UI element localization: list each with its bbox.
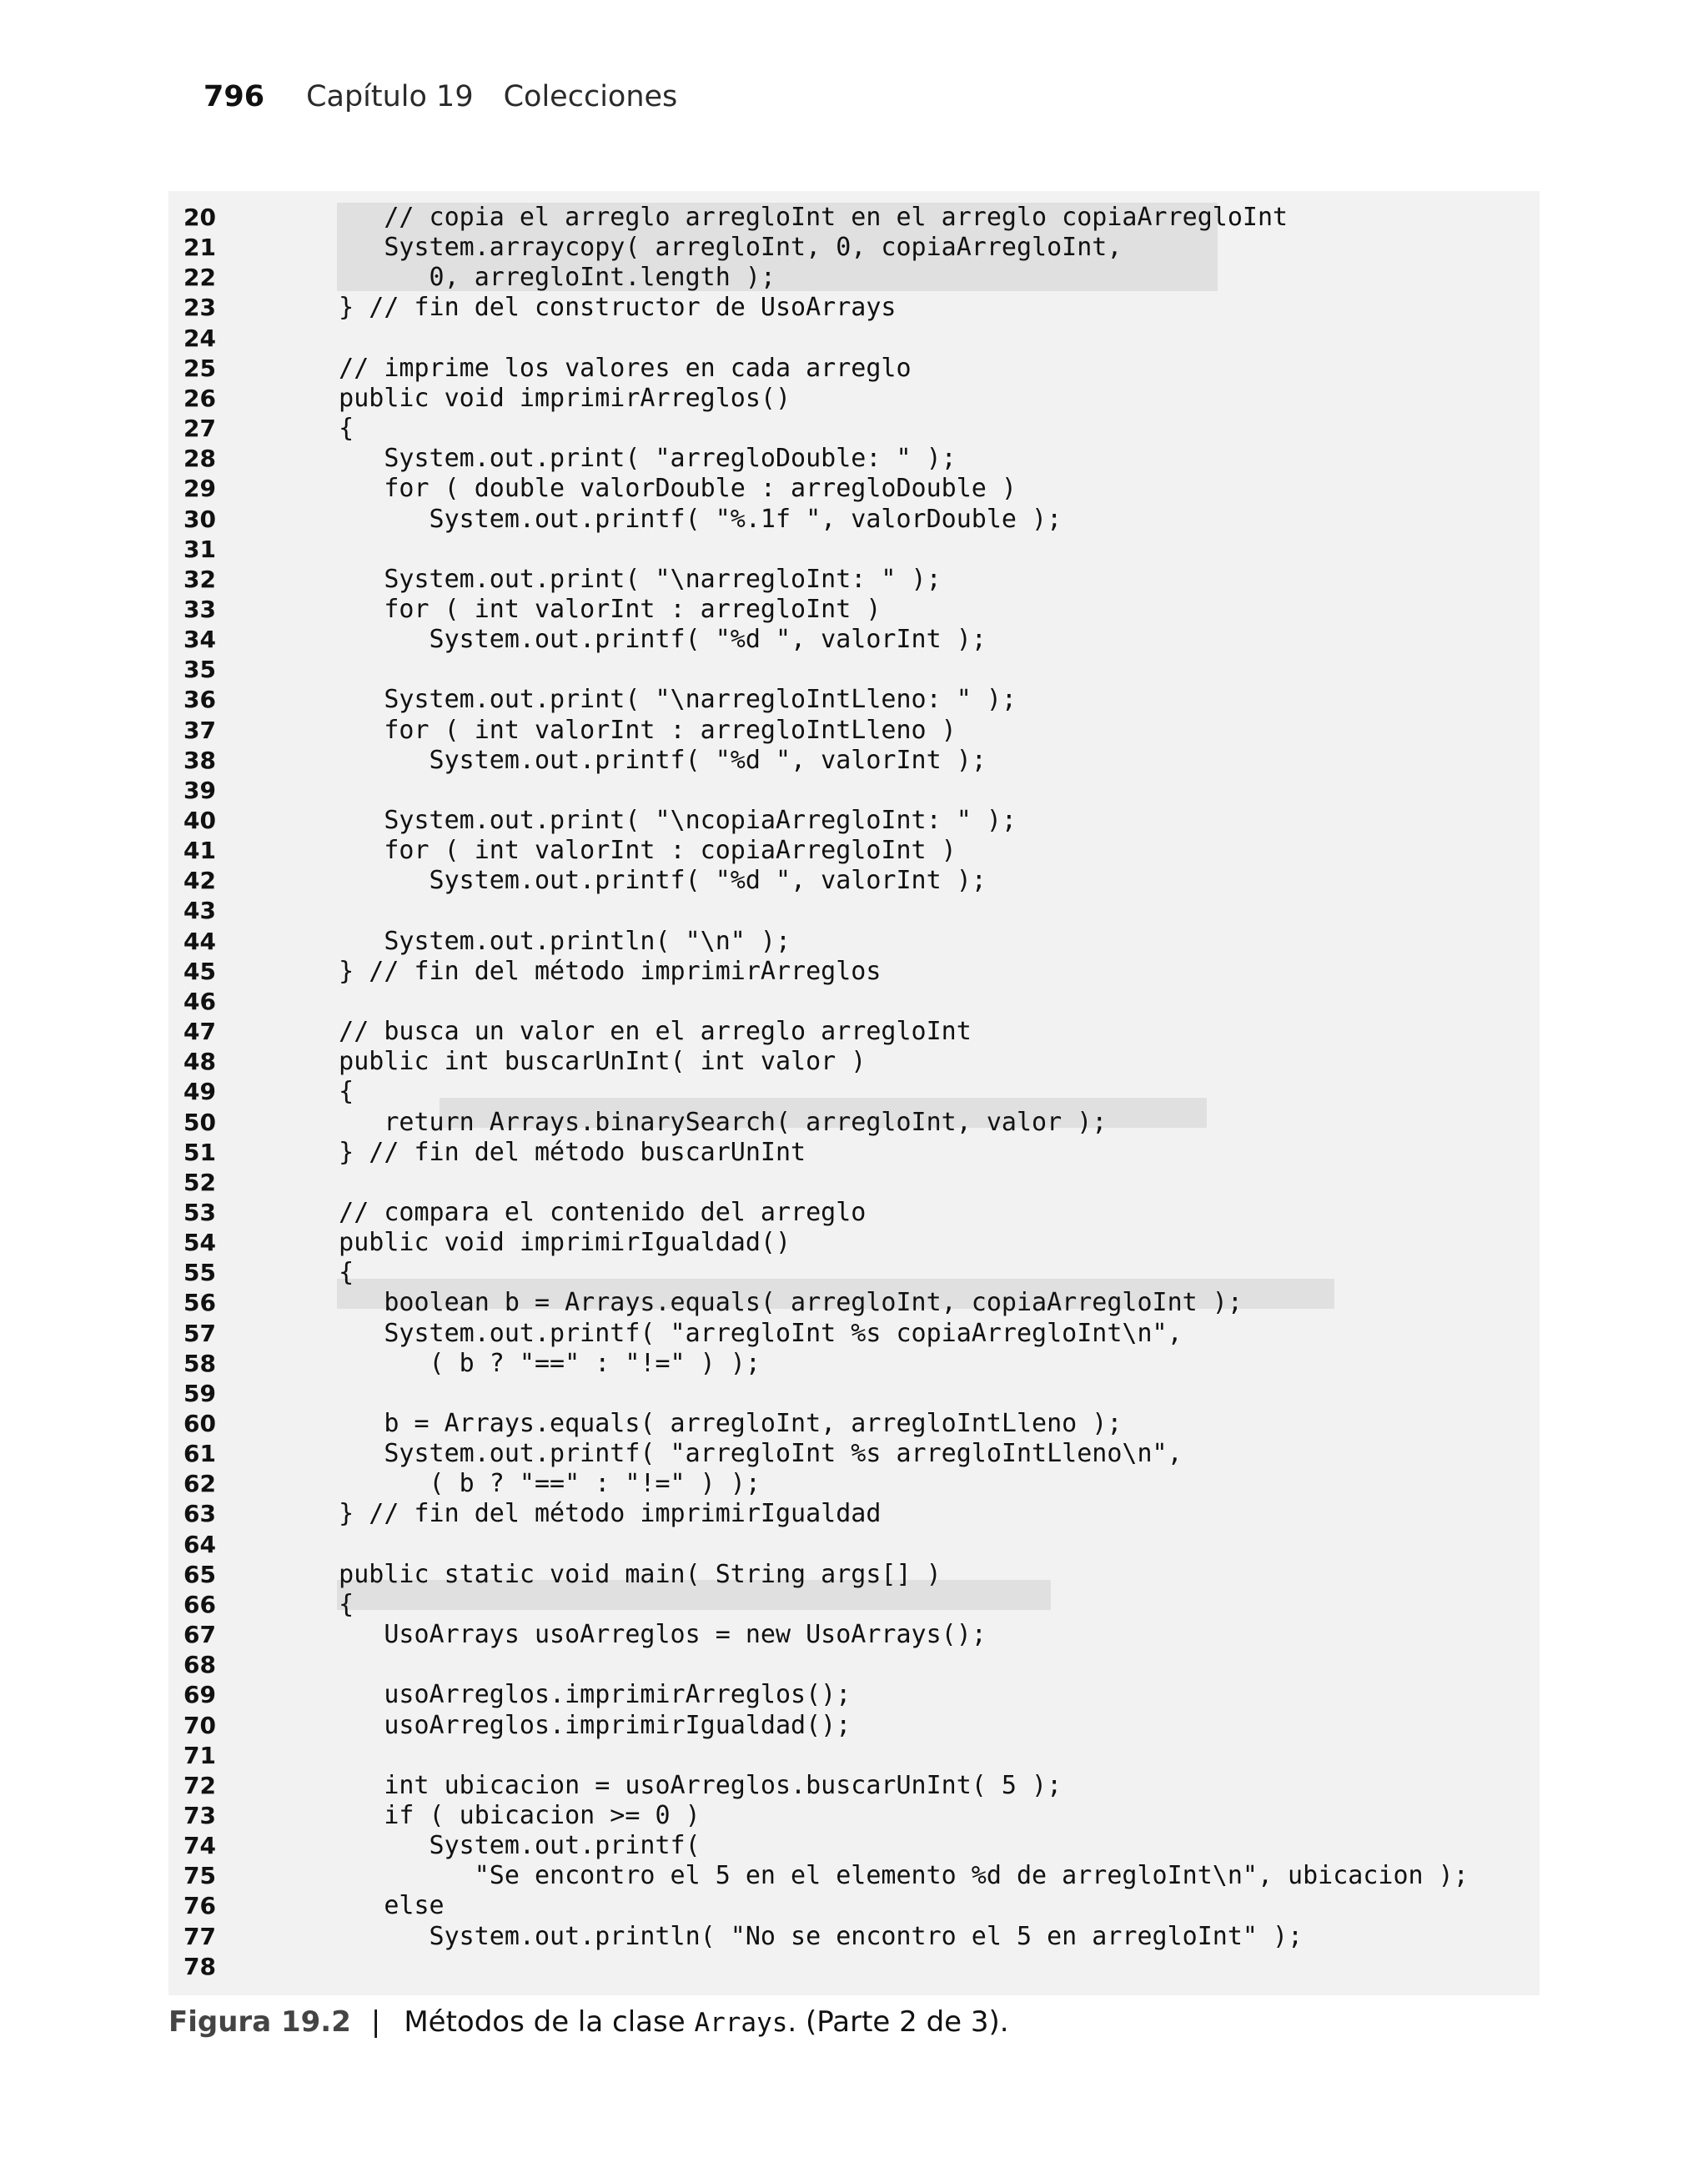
line-number: 46: [183, 987, 216, 1015]
code-line: [168, 1952, 1540, 1982]
line-number: 33: [183, 595, 216, 623]
code-text: int ubicacion = usoArreglos.buscarUnInt( 5 );: [294, 1770, 1062, 1800]
line-number: 58: [183, 1349, 216, 1377]
figure-caption: [168, 2005, 1009, 2039]
code-text: boolean b = Arrays.equals( arregloInt, copiaArregloInt );: [294, 1288, 1243, 1318]
line-number: 45: [183, 957, 216, 985]
line-number: 66: [183, 1590, 216, 1618]
code-text: "Se encontro el 5 en el elemento %d de arregloInt\n", ubicacion );: [294, 1861, 1469, 1891]
code-listing: [168, 191, 1540, 1995]
code-line: [168, 324, 1540, 354]
code-text: public static void main( String args[] ): [294, 1559, 942, 1589]
line-number: 67: [183, 1621, 216, 1649]
line-number: 59: [183, 1379, 216, 1407]
caption-text-after: . (Parte 2 de 3).: [787, 2005, 1009, 2039]
line-number: 20: [183, 204, 216, 231]
code-line: [168, 896, 1540, 926]
code-line: [168, 535, 1540, 565]
code-text: UsoArrays usoArreglos = new UsoArrays();: [294, 1620, 987, 1650]
code-line: [168, 987, 1540, 1017]
line-number: 42: [183, 867, 216, 895]
line-number: 40: [183, 807, 216, 834]
code-text: System.out.printf( "arregloInt %s copiaArregloInt\n",: [294, 1318, 1183, 1348]
code-line: [168, 746, 1540, 776]
code-line: [168, 1831, 1540, 1861]
code-text: else: [294, 1891, 445, 1921]
code-text: System.out.printf(: [294, 1831, 701, 1861]
code-line: [168, 776, 1540, 806]
caption-separator: |: [370, 2005, 381, 2039]
code-text: // busca un valor en el arreglo arregloInt: [294, 1017, 972, 1047]
code-text: if ( ubicacion >= 0 ): [294, 1800, 701, 1830]
code-line: [168, 203, 1540, 233]
code-line: [168, 1017, 1540, 1047]
line-number: 55: [183, 1259, 216, 1287]
code-text: usoArreglos.imprimirArreglos();: [294, 1680, 851, 1710]
code-line: [168, 1891, 1540, 1921]
line-number: 37: [183, 716, 216, 744]
code-text: System.out.printf( "%.1f ", valorDouble );: [294, 504, 1062, 534]
code-line: [168, 384, 1540, 414]
line-number: 35: [183, 656, 216, 684]
code-text: 0, arregloInt.length );: [294, 263, 776, 293]
line-number: 28: [183, 445, 216, 473]
line-number: 70: [183, 1711, 216, 1739]
code-line: [168, 716, 1540, 746]
code-line: [168, 1801, 1540, 1831]
code-text: System.arraycopy( arregloInt, 0, copiaArregloInt,: [294, 233, 1123, 263]
code-text: usoArreglos.imprimirIgualdad();: [294, 1710, 851, 1740]
line-number: 26: [183, 384, 216, 412]
code-text: for ( int valorInt : copiaArregloInt ): [294, 836, 957, 866]
code-line: [168, 1258, 1540, 1288]
code-line: [168, 354, 1540, 384]
line-number: 32: [183, 565, 216, 593]
code-text: public int buscarUnInt( int valor ): [294, 1047, 867, 1077]
code-text: {: [294, 1589, 354, 1619]
code-line: [168, 1530, 1540, 1560]
line-number: 53: [183, 1198, 216, 1226]
line-number: 68: [183, 1651, 216, 1679]
code-line: [168, 1198, 1540, 1228]
code-line: [168, 655, 1540, 685]
code-text: {: [294, 414, 354, 444]
code-line: [168, 1379, 1540, 1409]
line-number: 78: [183, 1952, 216, 1980]
line-number: 48: [183, 1048, 216, 1076]
code-line: [168, 1620, 1540, 1650]
line-number: 77: [183, 1922, 216, 1950]
line-number: 62: [183, 1470, 216, 1498]
line-number: 72: [183, 1771, 216, 1799]
code-text: System.out.println( "No se encontro el 5 en arregloInt" );: [294, 1921, 1304, 1951]
code-line: [168, 866, 1540, 896]
line-number: 56: [183, 1289, 216, 1317]
code-text: } // fin del método buscarUnInt: [294, 1137, 806, 1167]
code-line: [168, 1590, 1540, 1620]
line-number: 75: [183, 1862, 216, 1890]
line-number: 38: [183, 746, 216, 774]
line-number: 41: [183, 837, 216, 865]
code-text: // imprime los valores en cada arreglo: [294, 353, 912, 383]
line-number: 52: [183, 1168, 216, 1196]
line-number: 34: [183, 626, 216, 654]
line-number: 65: [183, 1560, 216, 1588]
line-number: 76: [183, 1892, 216, 1920]
code-line: [168, 474, 1540, 504]
code-line: [168, 1108, 1540, 1138]
code-text: System.out.print( "\narregloIntLleno: " );: [294, 685, 1017, 715]
code-text: return Arrays.binarySearch( arregloInt, valor );: [294, 1107, 1108, 1137]
code-text: } // fin del método imprimirIgualdad: [294, 1499, 882, 1529]
code-line: [168, 1771, 1540, 1801]
code-text: public void imprimirArreglos(): [294, 383, 791, 413]
line-number: 54: [183, 1229, 216, 1257]
code-line: [168, 414, 1540, 444]
code-line: [168, 1047, 1540, 1077]
code-line: [168, 1861, 1540, 1891]
code-text: } // fin del método imprimirArreglos: [294, 956, 882, 986]
code-line: [168, 1349, 1540, 1379]
line-number: 47: [183, 1018, 216, 1046]
code-line: [168, 1741, 1540, 1771]
line-number: 29: [183, 475, 216, 503]
caption-class-name: Arrays: [694, 2008, 788, 2038]
code-line: [168, 233, 1540, 263]
code-line: [168, 957, 1540, 987]
line-number: 51: [183, 1138, 216, 1166]
code-text: System.out.printf( "%d ", valorInt );: [294, 866, 987, 896]
code-line: [168, 836, 1540, 866]
line-number: 64: [183, 1530, 216, 1558]
code-text: System.out.print( "\narregloInt: " );: [294, 564, 942, 594]
code-text: b = Arrays.equals( arregloInt, arregloIntLleno );: [294, 1409, 1123, 1438]
code-line: [168, 1319, 1540, 1349]
code-line: [168, 1680, 1540, 1710]
code-text: } // fin del constructor de UsoArrays: [294, 293, 897, 323]
code-line: [168, 293, 1540, 323]
line-number: 22: [183, 264, 216, 292]
line-number: 44: [183, 927, 216, 955]
code-text: public void imprimirIgualdad(): [294, 1228, 791, 1258]
caption-text-before: Métodos de la clase: [404, 2005, 695, 2039]
code-line: [168, 1439, 1540, 1469]
line-number: 30: [183, 505, 216, 533]
page-header: [203, 80, 677, 113]
line-number: 50: [183, 1108, 216, 1136]
code-line: [168, 1409, 1540, 1439]
code-line: [168, 505, 1540, 535]
line-number: 43: [183, 897, 216, 925]
code-text: // copia el arreglo arregloInt en el arreglo copiaArregloInt: [294, 203, 1289, 232]
line-number: 25: [183, 354, 216, 382]
page-number: 796: [203, 80, 265, 113]
code-text: System.out.print( "\ncopiaArregloInt: " );: [294, 806, 1017, 835]
chapter-title: Capítulo 19: [306, 80, 474, 113]
code-line: [168, 1469, 1540, 1499]
line-number: 23: [183, 294, 216, 322]
line-number: 49: [183, 1078, 216, 1106]
code-line: [168, 263, 1540, 293]
line-number: 74: [183, 1832, 216, 1860]
code-line: [168, 806, 1540, 836]
code-line: [168, 1228, 1540, 1258]
line-number: 71: [183, 1741, 216, 1769]
line-number: 39: [183, 776, 216, 804]
code-line: [168, 1711, 1540, 1741]
code-line: [168, 1499, 1540, 1529]
code-text: for ( int valorInt : arregloIntLleno ): [294, 715, 957, 745]
line-number: 63: [183, 1500, 216, 1528]
figure-label: Figura 19.2: [168, 2005, 351, 2039]
code-text: System.out.print( "arregloDouble: " );: [294, 444, 957, 474]
code-line: [168, 1560, 1540, 1590]
code-line: [168, 565, 1540, 595]
section-title: Colecciones: [503, 80, 678, 113]
line-number: 60: [183, 1410, 216, 1437]
code-text: // compara el contenido del arreglo: [294, 1197, 867, 1227]
code-line: [168, 444, 1540, 474]
code-text: ( b ? "==" : "!=" ) );: [294, 1348, 761, 1378]
code-line: [168, 1138, 1540, 1168]
line-number: 24: [183, 324, 216, 352]
code-line: [168, 1288, 1540, 1318]
code-line: [168, 927, 1540, 957]
code-line: [168, 595, 1540, 625]
line-number: 21: [183, 234, 216, 262]
line-number: 61: [183, 1440, 216, 1468]
code-line: [168, 1077, 1540, 1107]
code-text: System.out.printf( "arregloInt %s arregloIntLleno\n",: [294, 1439, 1183, 1469]
code-line: [168, 625, 1540, 655]
line-number: 57: [183, 1319, 216, 1347]
code-text: {: [294, 1258, 354, 1288]
code-line: [168, 1168, 1540, 1198]
code-text: for ( double valorDouble : arregloDouble ): [294, 474, 1017, 504]
line-number: 69: [183, 1681, 216, 1709]
code-text: ( b ? "==" : "!=" ) );: [294, 1469, 761, 1499]
code-line: [168, 1650, 1540, 1680]
code-line: [168, 1922, 1540, 1952]
line-number: 31: [183, 535, 216, 563]
line-number: 73: [183, 1801, 216, 1829]
line-number: 27: [183, 415, 216, 443]
code-text: System.out.printf( "%d ", valorInt );: [294, 745, 987, 775]
code-line: [168, 685, 1540, 715]
code-text: {: [294, 1077, 354, 1107]
line-number: 36: [183, 686, 216, 714]
code-text: for ( int valorInt : arregloInt ): [294, 594, 882, 624]
code-text: System.out.printf( "%d ", valorInt );: [294, 625, 987, 655]
code-text: System.out.println( "\n" );: [294, 926, 791, 956]
